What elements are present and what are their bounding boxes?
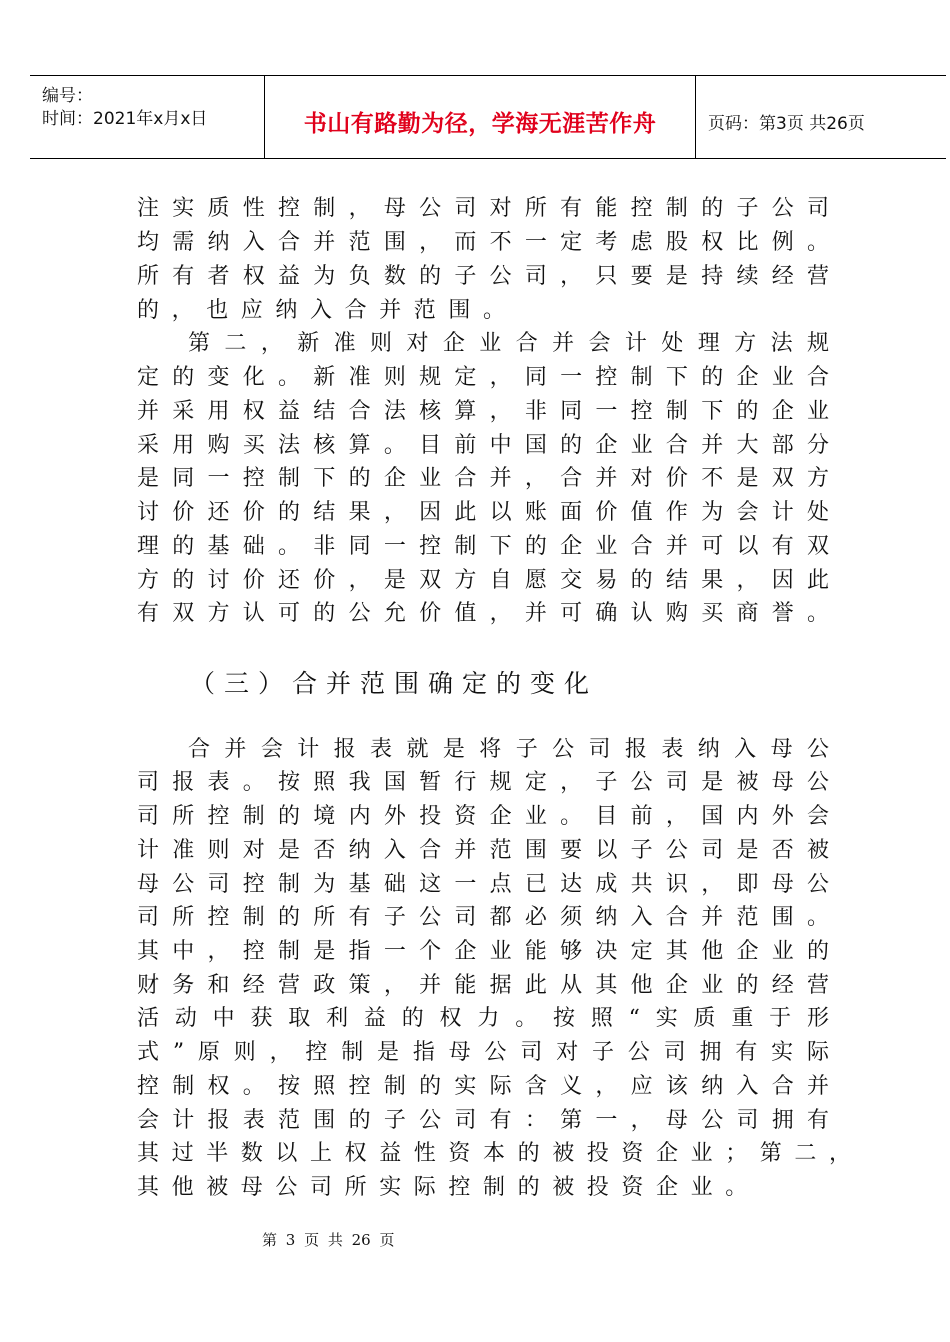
header-motto: 书山有路勤为径，学海无涯苦作舟 <box>303 111 657 137</box>
body-line: 定的变化。新准则规定，同一控制下的企业合 <box>137 365 829 390</box>
header-info-cell <box>30 76 265 158</box>
body-line: 有双方认可的公允价值，并可确认购买商誉。 <box>137 601 829 626</box>
body-line: 是同一控制下的企业合并，合并对价不是双方 <box>137 466 829 491</box>
body-line: 式”原则，控制是指母公司对子公司拥有实际 <box>137 1040 829 1065</box>
body-line: 司报表。按照我国暂行规定，子公司是被母公 <box>137 770 829 795</box>
body-line: 合并会计报表就是将子公司报表纳入母公 <box>188 737 829 762</box>
header-motto-cell <box>265 76 696 158</box>
body-line: 讨价还价的结果，因此以账面价值作为会计处 <box>137 500 829 525</box>
header-page-cell <box>696 76 946 158</box>
section-heading: （三）合并范围确定的变化 <box>190 669 599 698</box>
body-line: 母公司控制为基础这一点已达成共识，即母公 <box>137 872 829 897</box>
body-line: 司所控制的境内外投资企业。目前，国内外会 <box>137 804 829 829</box>
body-line: 采用购买法核算。目前中国的企业合并大部分 <box>137 433 829 458</box>
body-line: 均需纳入合并范围，而不一定考虑股权比例。 <box>137 230 829 255</box>
body-line: 计准则对是否纳入合并范围要以子公司是否被 <box>137 838 829 863</box>
body-line: 其过半数以上权益性资本的被投资企业；第二， <box>137 1141 851 1166</box>
body-line: 理的基础。非同一控制下的企业合并可以有双 <box>137 534 829 559</box>
page-header <box>30 75 946 159</box>
body-line: 并采用权益结合法核算，非同一控制下的企业 <box>137 399 829 424</box>
header-page-number: 页码：第3页 共26页 <box>708 114 865 134</box>
body-line: 财务和经营政策，并能据此从其他企业的经营 <box>137 973 829 998</box>
document-date-label: 时间：2021年x月x日 <box>42 109 208 129</box>
body-line: 注实质性控制，母公司对所有能控制的子公司 <box>137 196 829 221</box>
body-line: 司所控制的所有子公司都必须纳入合并范围。 <box>137 905 829 930</box>
body-line: 方的讨价还价，是双方自愿交易的结果，因此 <box>137 568 829 593</box>
body-line: 的，也应纳入合并范围。 <box>137 298 518 323</box>
body-line: 其他被母公司所实际控制的被投资企业。 <box>137 1175 760 1200</box>
body-line: 控制权。按照控制的实际含义，应该纳入合并 <box>137 1074 829 1099</box>
page-footer: 第 3 页 共 26 页 <box>262 1231 395 1249</box>
document-number-label: 编号： <box>42 86 93 106</box>
body-line: 活动中获取利益的权力。按照“实质重于形 <box>137 1006 829 1031</box>
body-line: 第二，新准则对企业合并会计处理方法规 <box>188 331 829 356</box>
body-line: 其中，控制是指一个企业能够决定其他企业的 <box>137 939 829 964</box>
body-line: 所有者权益为负数的子公司，只要是持续经营 <box>137 264 829 289</box>
body-line: 会计报表范围的子公司有：第一，母公司拥有 <box>137 1108 829 1133</box>
